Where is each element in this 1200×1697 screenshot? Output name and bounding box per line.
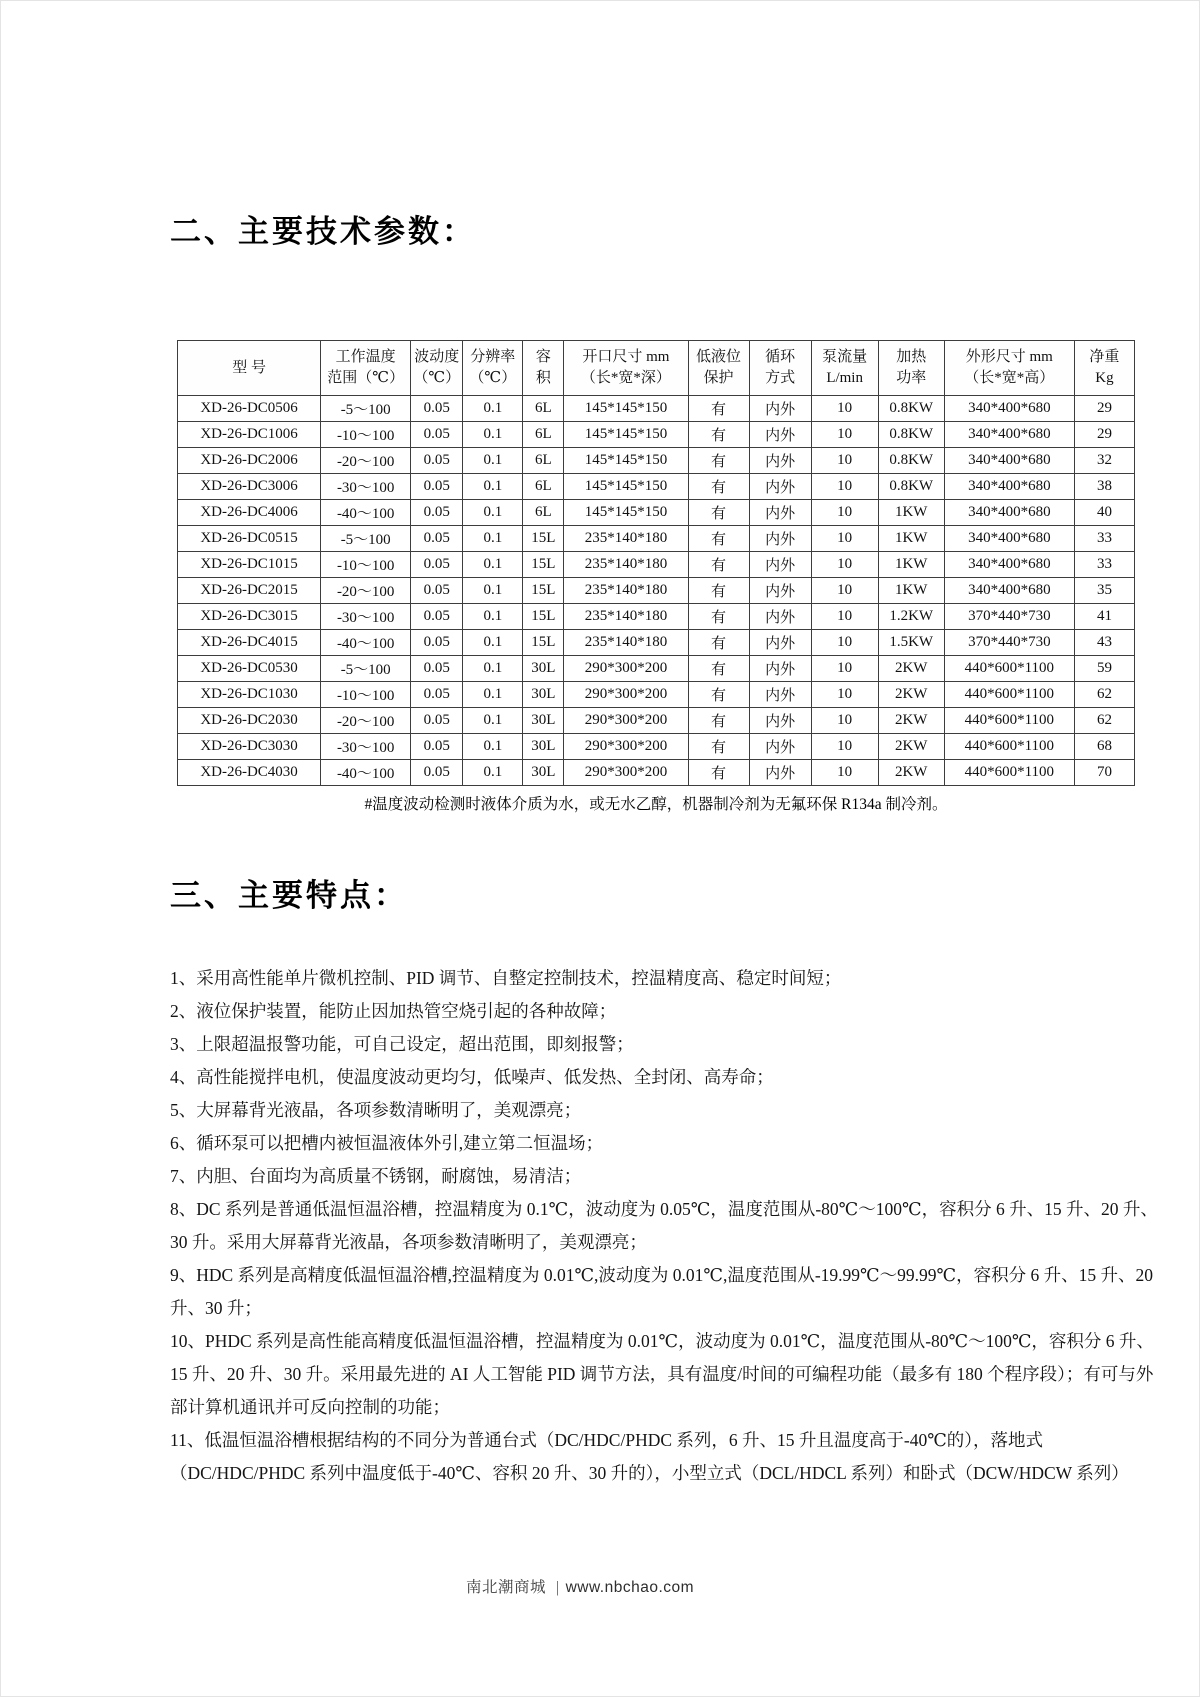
table-cell: 有 — [688, 656, 749, 682]
table-cell: 2KW — [878, 708, 944, 734]
table-cell: 10 — [811, 708, 878, 734]
table-cell: 440*600*1100 — [944, 734, 1074, 760]
table-cell: 2KW — [878, 760, 944, 786]
table-cell: XD-26-DC0506 — [178, 396, 321, 422]
table-cell: 有 — [688, 682, 749, 708]
table-cell: 0.05 — [411, 604, 463, 630]
table-cell: 15L — [523, 552, 564, 578]
table-cell: -5～100 — [321, 656, 411, 682]
table-cell: 340*400*680 — [944, 474, 1074, 500]
table-cell: 有 — [688, 760, 749, 786]
table-cell: 32 — [1074, 448, 1134, 474]
table-cell: 1KW — [878, 552, 944, 578]
table-cell: 6L — [523, 396, 564, 422]
feature-item: 9、HDC 系列是高精度低温恒温浴槽,控温精度为 0.01℃,波动度为 0.01℃,温度范围从-19.99℃～99.99℃，容积分 6 升、15 升、20 升、30 升； — [170, 1265, 1153, 1318]
column-header-5: 开口尺寸 mm （长*宽*深） — [564, 341, 688, 396]
header-row — [178, 341, 1135, 396]
table-cell: XD-26-DC2015 — [178, 578, 321, 604]
section-title-features: 三、主要特点： — [170, 878, 408, 913]
table-cell: 内外 — [749, 734, 811, 760]
table-cell: -5～100 — [321, 526, 411, 552]
table-cell: 2KW — [878, 656, 944, 682]
table-cell: 145*145*150 — [564, 448, 688, 474]
spec-table-header — [178, 341, 1135, 396]
table-cell: 6L — [523, 474, 564, 500]
table-cell: -10～100 — [321, 422, 411, 448]
table-cell: 340*400*680 — [944, 526, 1074, 552]
table-row — [178, 474, 1135, 500]
table-cell: 29 — [1074, 422, 1134, 448]
table-cell: 62 — [1074, 682, 1134, 708]
table-cell: 内外 — [749, 604, 811, 630]
table-row — [178, 526, 1135, 552]
table-cell: 0.05 — [411, 526, 463, 552]
table-cell: 10 — [811, 500, 878, 526]
table-cell: XD-26-DC2006 — [178, 448, 321, 474]
table-cell: XD-26-DC4015 — [178, 630, 321, 656]
table-cell: XD-26-DC4006 — [178, 500, 321, 526]
column-header-2: 波动度 （℃） — [411, 341, 463, 396]
table-cell: 0.1 — [463, 630, 523, 656]
table-cell: 内外 — [749, 708, 811, 734]
table-cell: 有 — [688, 578, 749, 604]
table-cell: 15L — [523, 526, 564, 552]
table-cell: 内外 — [749, 656, 811, 682]
table-cell: 10 — [811, 760, 878, 786]
table-cell: 内外 — [749, 630, 811, 656]
table-cell: 41 — [1074, 604, 1134, 630]
table-cell: 33 — [1074, 526, 1134, 552]
table-cell: 2KW — [878, 734, 944, 760]
table-row — [178, 578, 1135, 604]
table-cell: 内外 — [749, 578, 811, 604]
table-cell: 30L — [523, 682, 564, 708]
table-cell: 340*400*680 — [944, 396, 1074, 422]
table-row — [178, 500, 1135, 526]
feature-item: 2、液位保护装置，能防止因加热管空烧引起的各种故障； — [170, 1001, 617, 1021]
table-cell: 15L — [523, 578, 564, 604]
table-cell: 290*300*200 — [564, 682, 688, 708]
table-cell: 235*140*180 — [564, 578, 688, 604]
table-cell: 10 — [811, 682, 878, 708]
table-cell: 0.1 — [463, 682, 523, 708]
table-cell: 内外 — [749, 474, 811, 500]
table-cell: 33 — [1074, 552, 1134, 578]
table-cell: 30L — [523, 656, 564, 682]
table-cell: 0.05 — [411, 448, 463, 474]
section-title-parameters: 二、主要技术参数： — [170, 214, 476, 249]
table-cell: -20～100 — [321, 708, 411, 734]
table-cell: 440*600*1100 — [944, 656, 1074, 682]
table-cell: 38 — [1074, 474, 1134, 500]
table-cell: 290*300*200 — [564, 656, 688, 682]
feature-item: 1、采用高性能单片微机控制、PID 调节、自整定控制技术，控温精度高、稳定时间短； — [170, 968, 842, 988]
table-cell: 0.1 — [463, 500, 523, 526]
table-cell: 6L — [523, 500, 564, 526]
feature-item: 8、DC 系列是普通低温恒温浴槽，控温精度为 0.1℃，波动度为 0.05℃，温度范围从-80℃～100℃，容积分 6 升、15 升、20 升、30 升。采用大屏幕背光液晶，各项参数清晰明了，美观漂亮； — [170, 1199, 1158, 1252]
table-cell: 1.2KW — [878, 604, 944, 630]
table-cell: 6L — [523, 448, 564, 474]
table-cell: 0.1 — [463, 474, 523, 500]
table-cell: 35 — [1074, 578, 1134, 604]
table-cell: 内外 — [749, 760, 811, 786]
table-cell: 0.1 — [463, 578, 523, 604]
page-footer — [0, 1575, 1160, 1597]
table-cell: 0.05 — [411, 422, 463, 448]
table-cell: 10 — [811, 630, 878, 656]
table-cell: -20～100 — [321, 448, 411, 474]
table-cell: 145*145*150 — [564, 500, 688, 526]
table-cell: 10 — [811, 734, 878, 760]
table-cell: 0.05 — [411, 552, 463, 578]
table-row — [178, 552, 1135, 578]
table-cell: 340*400*680 — [944, 448, 1074, 474]
table-cell: 0.05 — [411, 578, 463, 604]
table-cell: 内外 — [749, 682, 811, 708]
table-cell: 0.1 — [463, 734, 523, 760]
table-cell: -30～100 — [321, 604, 411, 630]
table-cell: XD-26-DC3015 — [178, 604, 321, 630]
table-cell: 10 — [811, 396, 878, 422]
table-cell: 10 — [811, 578, 878, 604]
table-cell: 有 — [688, 396, 749, 422]
table-cell: 0.8KW — [878, 448, 944, 474]
table-cell: 30L — [523, 708, 564, 734]
table-cell: 有 — [688, 526, 749, 552]
table-cell: 59 — [1074, 656, 1134, 682]
table-cell: 440*600*1100 — [944, 760, 1074, 786]
table-cell: 0.05 — [411, 630, 463, 656]
table-cell: 290*300*200 — [564, 760, 688, 786]
table-cell: 0.1 — [463, 526, 523, 552]
table-cell: 370*440*730 — [944, 604, 1074, 630]
feature-item: 6、循环泵可以把槽内被恒温液体外引,建立第二恒温场； — [170, 1133, 604, 1153]
table-cell: 1KW — [878, 578, 944, 604]
column-header-10: 外形尺寸 mm （长*宽*高） — [944, 341, 1074, 396]
footer-url[interactable]: www.nbchao.com — [565, 1579, 695, 1596]
table-row — [178, 396, 1135, 422]
table-cell: 0.05 — [411, 682, 463, 708]
table-cell: 有 — [688, 474, 749, 500]
table-cell: 62 — [1074, 708, 1134, 734]
table-cell: 0.05 — [411, 708, 463, 734]
table-row — [178, 656, 1135, 682]
table-cell: -30～100 — [321, 474, 411, 500]
table-cell: XD-26-DC1015 — [178, 552, 321, 578]
footer-brand: 南北潮商城 — [465, 1579, 546, 1596]
table-cell: 有 — [688, 734, 749, 760]
table-cell: 0.05 — [411, 656, 463, 682]
table-cell: 0.1 — [463, 448, 523, 474]
table-cell: 30L — [523, 760, 564, 786]
table-cell: 0.1 — [463, 396, 523, 422]
table-cell: 1KW — [878, 500, 944, 526]
table-cell: 235*140*180 — [564, 552, 688, 578]
table-cell: 0.1 — [463, 760, 523, 786]
table-cell: 0.05 — [411, 734, 463, 760]
table-cell: 有 — [688, 630, 749, 656]
table-row — [178, 708, 1135, 734]
table-cell: 0.05 — [411, 500, 463, 526]
features-list — [170, 962, 1170, 1490]
table-note: #温度波动检测时液体介质为水，或无水乙醇，机器制冷剂为无氟环保 R134a 制冷剂。 — [364, 796, 948, 813]
table-cell: 0.8KW — [878, 422, 944, 448]
table-cell: 0.1 — [463, 422, 523, 448]
table-cell: 0.8KW — [878, 474, 944, 500]
table-cell: XD-26-DC2030 — [178, 708, 321, 734]
table-cell: XD-26-DC1006 — [178, 422, 321, 448]
table-row — [178, 682, 1135, 708]
table-cell: 0.8KW — [878, 396, 944, 422]
table-cell: 0.05 — [411, 474, 463, 500]
table-cell: 440*600*1100 — [944, 682, 1074, 708]
column-header-11: 净重 Kg — [1074, 341, 1134, 396]
table-cell: 内外 — [749, 448, 811, 474]
table-cell: XD-26-DC3006 — [178, 474, 321, 500]
table-cell: 145*145*150 — [564, 422, 688, 448]
table-cell: 43 — [1074, 630, 1134, 656]
table-row — [178, 448, 1135, 474]
table-cell: 有 — [688, 552, 749, 578]
table-cell: XD-26-DC0530 — [178, 656, 321, 682]
footer-separator: | — [555, 1579, 560, 1596]
table-row — [178, 422, 1135, 448]
feature-item: 3、上限超温报警功能，可自己设定，超出范围，即刻报警； — [170, 1034, 634, 1054]
feature-item: 5、大屏幕背光液晶，各项参数清晰明了，美观漂亮； — [170, 1100, 582, 1120]
table-cell: 0.05 — [411, 396, 463, 422]
table-cell: 有 — [688, 500, 749, 526]
table-cell: 15L — [523, 630, 564, 656]
table-cell: 145*145*150 — [564, 396, 688, 422]
table-cell: -40～100 — [321, 500, 411, 526]
column-header-9: 加热 功率 — [878, 341, 944, 396]
table-cell: 235*140*180 — [564, 526, 688, 552]
table-cell: XD-26-DC0515 — [178, 526, 321, 552]
feature-item: 11、低温恒温浴槽根据结构的不同分为普通台式（DC/HDC/PHDC 系列，6 升、15 升且温度高于-40℃的），落地式（DC/HDC/PHDC 系列中温度低于-40℃、容积 20 升、30 升的），小型立式（DCL/HDCL 系列）和卧式（DCW/HDCW 系列） — [170, 1430, 1129, 1483]
table-cell: -30～100 — [321, 734, 411, 760]
table-cell: 370*440*730 — [944, 630, 1074, 656]
table-cell: 235*140*180 — [564, 604, 688, 630]
table-cell: 内外 — [749, 422, 811, 448]
table-cell: 内外 — [749, 396, 811, 422]
table-cell: 235*140*180 — [564, 630, 688, 656]
table-cell: -5～100 — [321, 396, 411, 422]
table-cell: 290*300*200 — [564, 734, 688, 760]
table-cell: 340*400*680 — [944, 422, 1074, 448]
spec-table-body — [178, 396, 1135, 786]
table-cell: XD-26-DC3030 — [178, 734, 321, 760]
table-cell: 0.1 — [463, 656, 523, 682]
table-cell: 内外 — [749, 552, 811, 578]
table-cell: 68 — [1074, 734, 1134, 760]
column-header-3: 分辨率 （℃） — [463, 341, 523, 396]
table-cell: 290*300*200 — [564, 708, 688, 734]
table-cell: 440*600*1100 — [944, 708, 1074, 734]
table-row — [178, 604, 1135, 630]
spec-table — [177, 340, 1135, 786]
table-cell: 有 — [688, 708, 749, 734]
table-cell: 1KW — [878, 526, 944, 552]
feature-item: 10、PHDC 系列是高性能高精度低温恒温浴槽，控温精度为 0.01℃，波动度为 0.01℃，温度范围从-80℃～100℃，容积分 6 升、15 升、20 升、30 升。采用最先进的 AI 人工智能 PID 调节方法，具有温度/时间的可编程功能（最多有 180 个程序段）；有可与外部计算机通讯并可反向控制的功能； — [170, 1331, 1154, 1417]
table-cell: 0.05 — [411, 760, 463, 786]
table-cell: 有 — [688, 422, 749, 448]
table-cell: 10 — [811, 526, 878, 552]
feature-item: 7、内胆、台面均为高质量不锈钢，耐腐蚀，易清洁； — [170, 1166, 582, 1186]
table-cell: 0.1 — [463, 552, 523, 578]
column-header-7: 循环 方式 — [749, 341, 811, 396]
table-cell: 340*400*680 — [944, 552, 1074, 578]
column-header-4: 容 积 — [523, 341, 564, 396]
table-cell: 30L — [523, 734, 564, 760]
table-cell: 0.1 — [463, 604, 523, 630]
table-row — [178, 734, 1135, 760]
table-cell: 0.1 — [463, 708, 523, 734]
table-cell: 内外 — [749, 526, 811, 552]
table-cell: 10 — [811, 422, 878, 448]
table-cell: 10 — [811, 604, 878, 630]
column-header-0: 型 号 — [178, 341, 321, 396]
table-cell: 15L — [523, 604, 564, 630]
table-cell: 内外 — [749, 500, 811, 526]
table-row — [178, 760, 1135, 786]
table-cell: 10 — [811, 448, 878, 474]
table-cell: XD-26-DC4030 — [178, 760, 321, 786]
table-row — [178, 630, 1135, 656]
table-cell: 40 — [1074, 500, 1134, 526]
table-cell: -10～100 — [321, 552, 411, 578]
table-cell: 145*145*150 — [564, 474, 688, 500]
table-cell: 有 — [688, 448, 749, 474]
table-cell: 2KW — [878, 682, 944, 708]
table-cell: 10 — [811, 552, 878, 578]
table-cell: -20～100 — [321, 578, 411, 604]
column-header-8: 泵流量 L/min — [811, 341, 878, 396]
column-header-1: 工作温度 范围（℃） — [321, 341, 411, 396]
table-cell: XD-26-DC1030 — [178, 682, 321, 708]
table-cell: 有 — [688, 604, 749, 630]
feature-item: 4、高性能搅拌电机，使温度波动更均匀，低噪声、低发热、全封闭、高寿命； — [170, 1067, 774, 1087]
table-cell: 340*400*680 — [944, 578, 1074, 604]
table-cell: 10 — [811, 656, 878, 682]
table-cell: -40～100 — [321, 760, 411, 786]
column-header-6: 低液位 保护 — [688, 341, 749, 396]
table-cell: 29 — [1074, 396, 1134, 422]
table-cell: -10～100 — [321, 682, 411, 708]
table-cell: 10 — [811, 474, 878, 500]
table-cell: 1.5KW — [878, 630, 944, 656]
table-cell: 340*400*680 — [944, 500, 1074, 526]
table-cell: 70 — [1074, 760, 1134, 786]
table-cell: -40～100 — [321, 630, 411, 656]
table-cell: 6L — [523, 422, 564, 448]
